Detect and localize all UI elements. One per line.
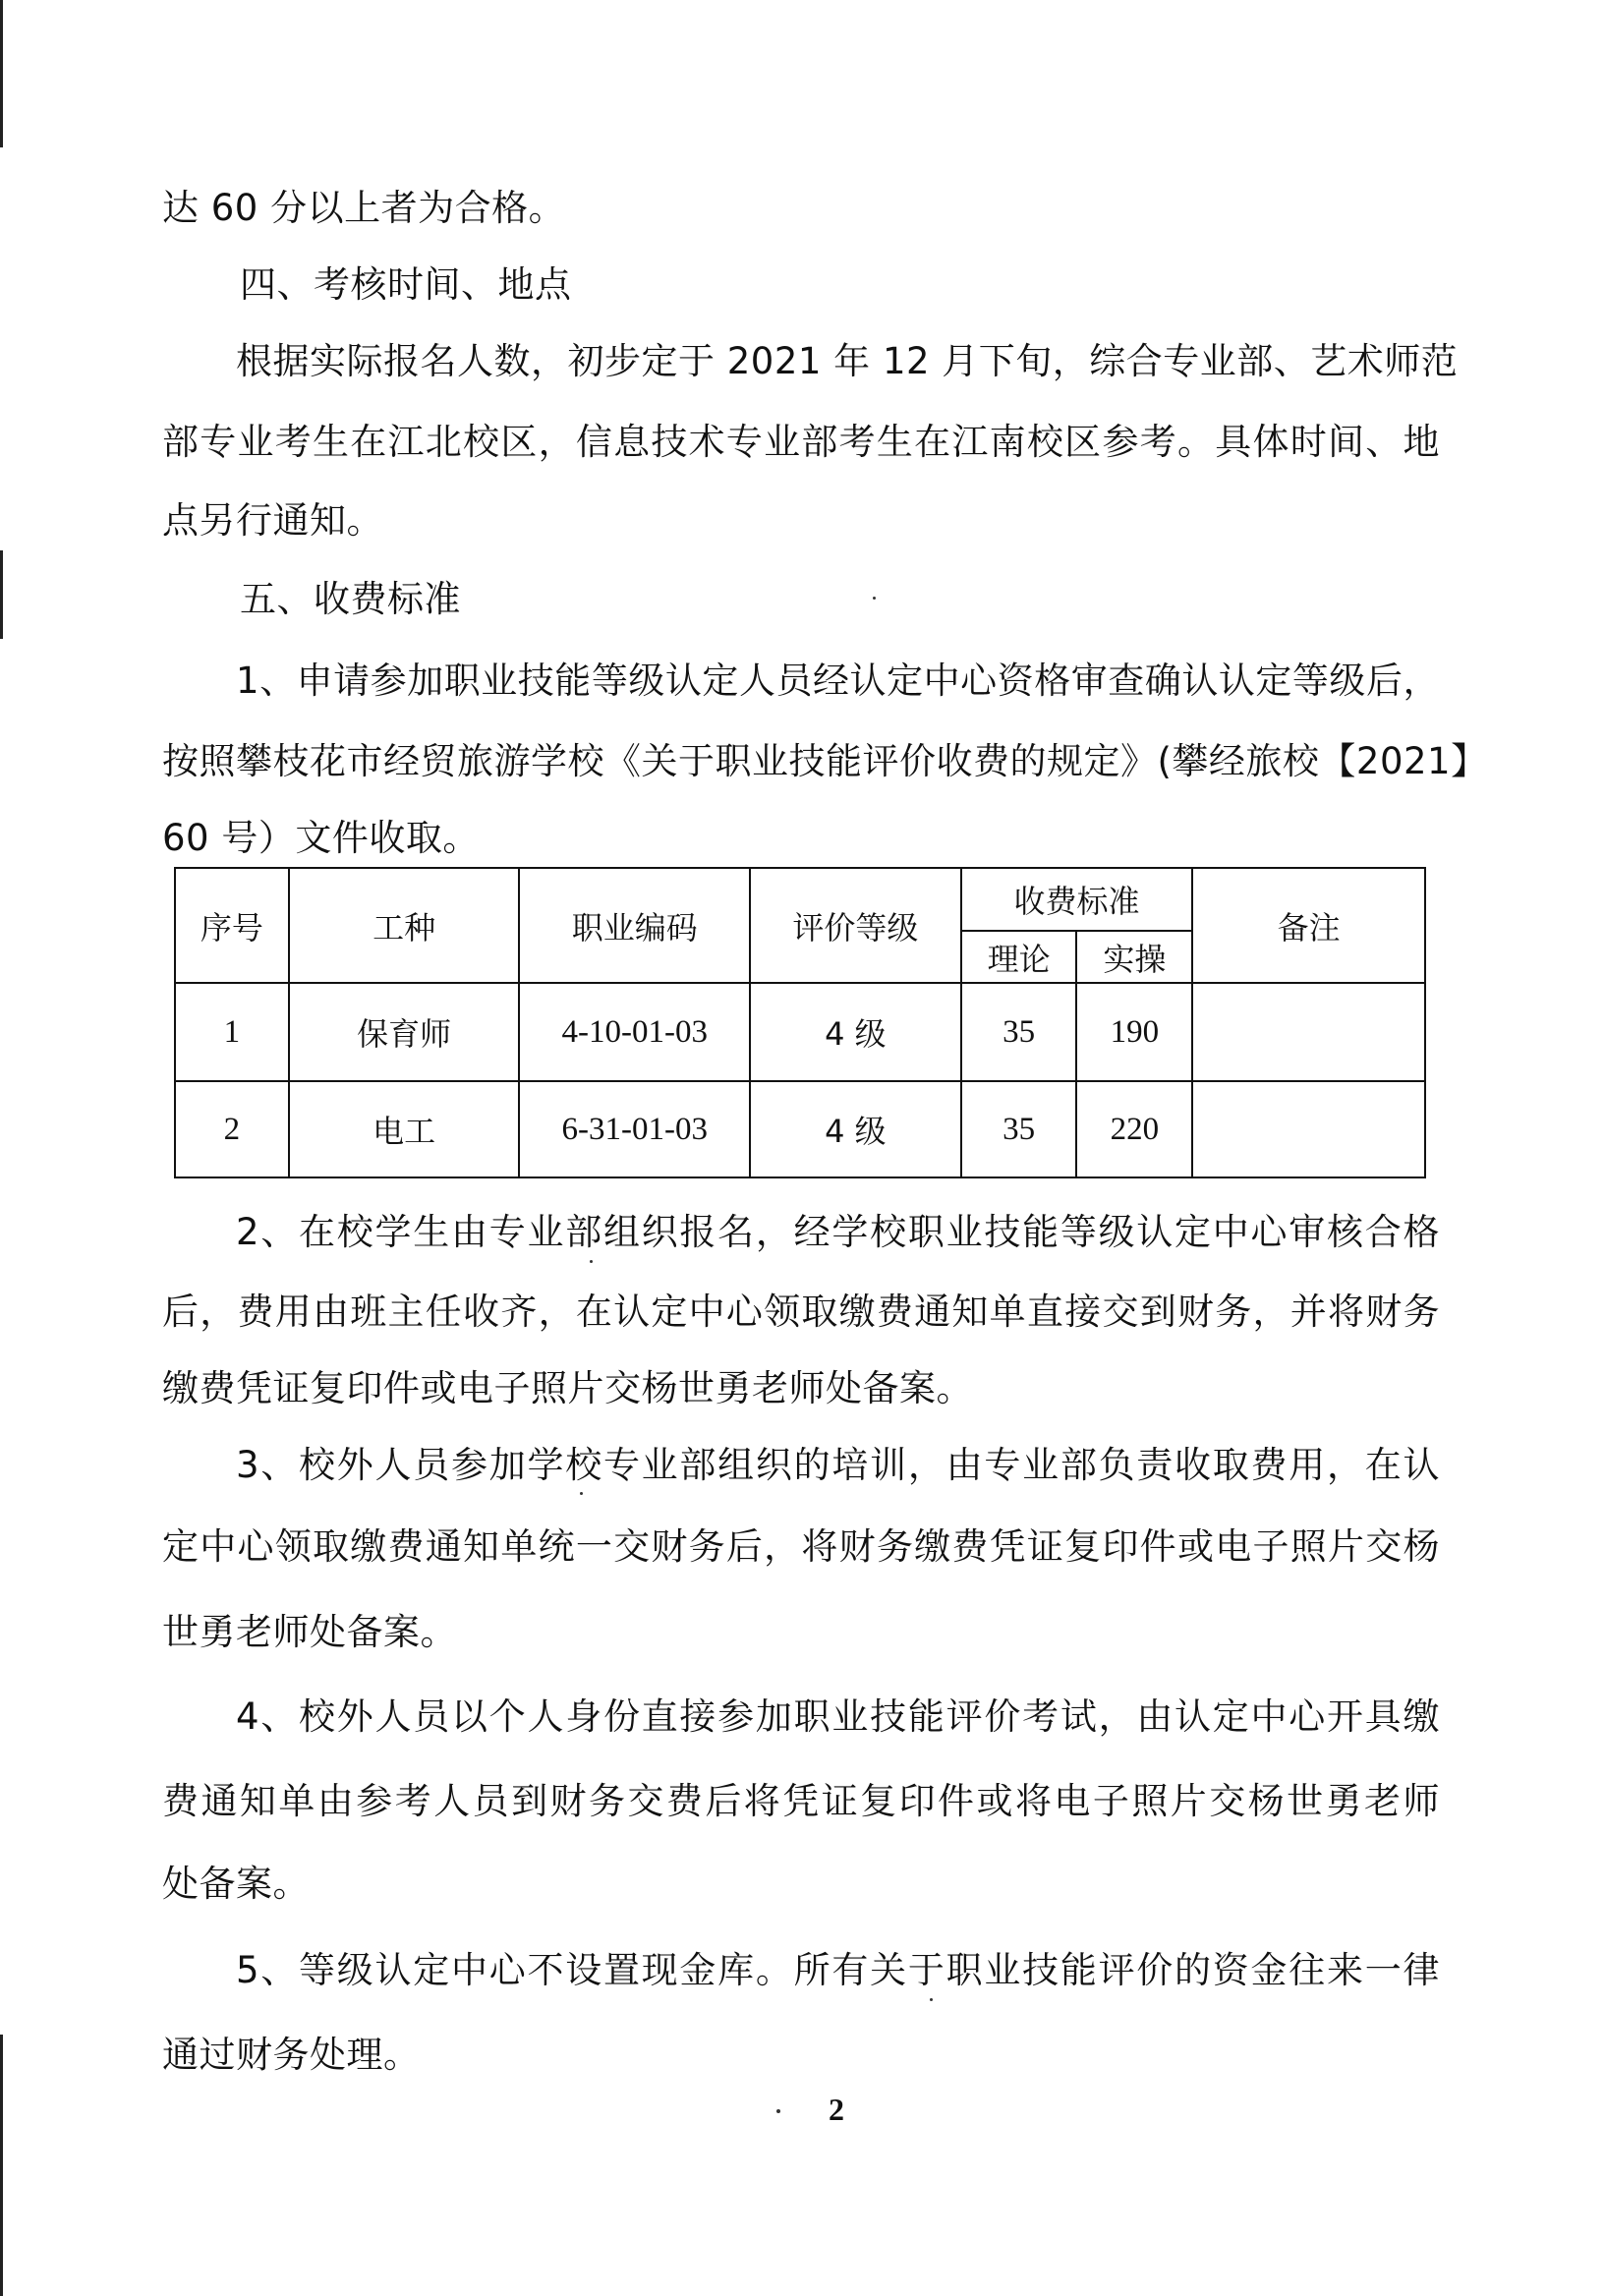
body-line: 通过财务处理。 (162, 2034, 421, 2076)
header-seq: 序号 (175, 868, 289, 983)
header-code: 职业编码 (519, 868, 750, 983)
body-line: 定中心领取缴费通知单统一交财务后，将财务缴费凭证复印件或电子照片交杨 (162, 1525, 1440, 1568)
section-heading: 五、收费标准 (240, 578, 461, 620)
table-header-row (175, 868, 1425, 931)
cell-theory: 35 (961, 983, 1077, 1081)
scan-speck (590, 1260, 593, 1263)
cell-seq: 1 (175, 983, 289, 1081)
body-line: 后，费用由班主任收齐，在认定中心领取缴费通知单直接交到财务，并将财务 (162, 1291, 1440, 1333)
cell-note (1192, 1081, 1425, 1177)
header-fee: 收费标准 (961, 868, 1193, 931)
cell-note (1192, 983, 1425, 1081)
body-line: 按照攀枝花市经贸旅游学校《关于职业技能评价收费的规定》(攀经旅校【2021】 (162, 740, 1488, 782)
scan-speck (580, 1492, 583, 1495)
scan-edge-mark (0, 2035, 3, 2296)
body-line: 3、校外人员参加学校专业部组织的培训，由专业部负责收取费用，在认 (236, 1444, 1440, 1486)
fee-table (174, 867, 1426, 1178)
cell-type: 保育师 (289, 983, 520, 1081)
scan-speck (873, 597, 876, 600)
body-line: 1、申请参加职业技能等级认定人员经认定中心资格审查确认认定等级后， (236, 660, 1440, 702)
scan-edge-mark (0, 550, 3, 639)
page-number: 2 (829, 2092, 844, 2127)
cell-level: 4 级 (750, 1081, 961, 1177)
body-line: 世勇老师处备案。 (162, 1611, 457, 1653)
header-theory: 理论 (961, 931, 1077, 983)
body-line: 5、等级认定中心不设置现金库。所有关于职业技能评价的资金往来一律 (236, 1949, 1440, 1991)
section-heading: 四、考核时间、地点 (240, 263, 572, 306)
cell-seq: 2 (175, 1081, 289, 1177)
cell-code: 4-10-01-03 (519, 983, 750, 1081)
table-row (175, 1081, 1425, 1177)
cell-code: 6-31-01-03 (519, 1081, 750, 1177)
body-line: 2、在校学生由专业部组织报名，经学校职业技能等级认定中心审核合格 (236, 1211, 1440, 1253)
cell-type: 电工 (289, 1081, 520, 1177)
scan-speck (930, 1998, 933, 2001)
cell-theory: 35 (961, 1081, 1077, 1177)
header-note: 备注 (1192, 868, 1425, 983)
body-line: 60 号）文件收取。 (162, 817, 480, 859)
body-line: 根据实际报名人数，初步定于 2021 年 12 月下旬，综合专业部、艺术师范 (236, 340, 1459, 382)
body-line: 部专业考生在江北校区，信息技术专业部考生在江南校区参考。具体时间、地 (162, 421, 1440, 463)
body-line: 费通知单由参考人员到财务交费后将凭证复印件或将电子照片交杨世勇老师 (162, 1780, 1440, 1822)
scan-edge-mark (0, 0, 3, 147)
body-line: 缴费凭证复印件或电子照片交杨世勇老师处备案。 (162, 1367, 973, 1409)
cell-level: 4 级 (750, 983, 961, 1081)
cell-practice: 220 (1076, 1081, 1192, 1177)
header-level: 评价等级 (750, 868, 961, 983)
header-type: 工种 (289, 868, 520, 983)
table-row (175, 983, 1425, 1081)
body-line: 达 60 分以上者为合格。 (162, 187, 566, 229)
body-line: 点另行通知。 (162, 499, 383, 542)
body-line: 处备案。 (162, 1863, 310, 1905)
scan-speck (776, 2109, 780, 2113)
header-practice: 实操 (1076, 931, 1192, 983)
body-line: 4、校外人员以个人身份直接参加职业技能评价考试，由认定中心开具缴 (236, 1695, 1440, 1738)
cell-practice: 190 (1076, 983, 1192, 1081)
